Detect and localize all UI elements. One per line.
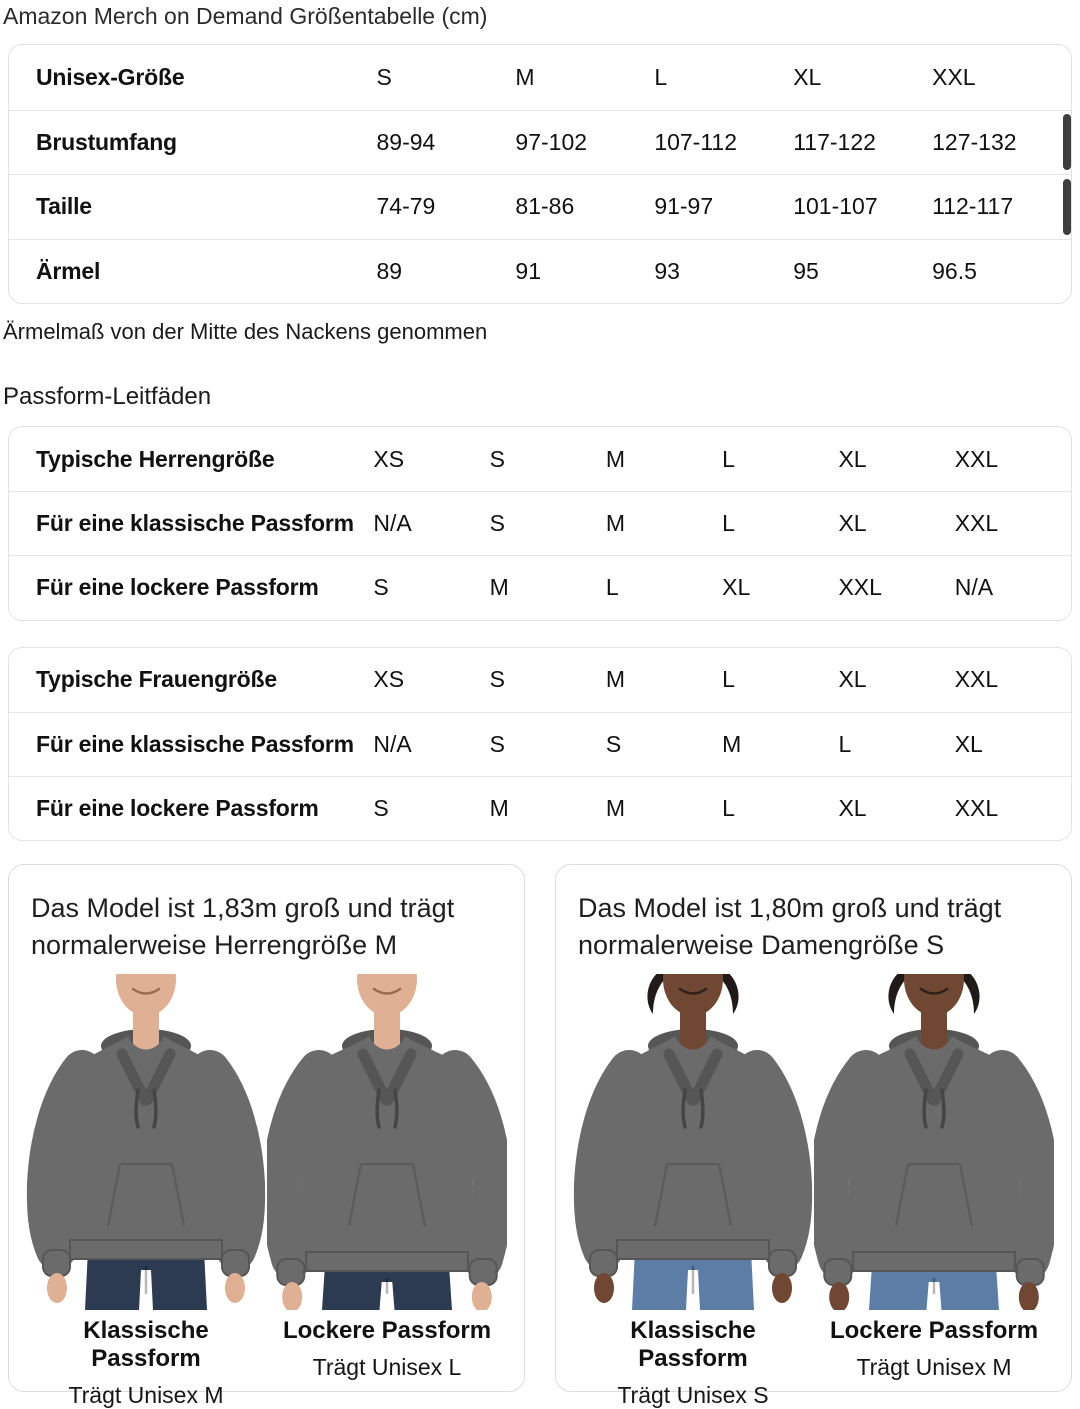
cuff bbox=[43, 1250, 70, 1276]
table-cell: N/A bbox=[373, 510, 412, 537]
fit-type-label: Klassische Passform bbox=[83, 1317, 209, 1373]
table-cell: S bbox=[489, 666, 505, 693]
table-cell: XL bbox=[838, 445, 867, 472]
table-row bbox=[9, 555, 1071, 619]
row-label: Typische Frauengröße bbox=[36, 666, 277, 693]
row-label: Für eine klassische Passform bbox=[36, 510, 354, 537]
drawstring bbox=[701, 1090, 703, 1127]
table-cell: L bbox=[838, 730, 852, 757]
size-column-header: XXL bbox=[932, 63, 976, 90]
cuff bbox=[470, 1259, 497, 1285]
fit-type-label: Lockere Passform bbox=[829, 1317, 1039, 1345]
hand bbox=[1019, 1282, 1039, 1310]
model-figure bbox=[267, 974, 508, 1409]
cuff bbox=[1017, 1259, 1044, 1285]
table-cell: S bbox=[489, 445, 505, 472]
hand bbox=[594, 1273, 614, 1303]
table-cell: M bbox=[722, 730, 742, 757]
drawstring bbox=[942, 1090, 944, 1127]
table-cell: N/A bbox=[373, 730, 412, 757]
table-cell: 127-132 bbox=[932, 128, 1017, 155]
model-photo bbox=[267, 974, 507, 1310]
table-cell: XS bbox=[373, 445, 405, 472]
table-cell: XXL bbox=[954, 510, 999, 537]
table-cell: XL bbox=[954, 730, 983, 757]
table-cell: 81-86 bbox=[515, 193, 575, 220]
neck bbox=[680, 1002, 706, 1050]
row-label: Für eine klassische Passform bbox=[36, 730, 354, 757]
unisex-size-table bbox=[8, 44, 1072, 304]
row-label: Für eine lockere Passform bbox=[36, 574, 319, 601]
fit-guide-table-women bbox=[8, 647, 1072, 842]
drawstring bbox=[154, 1090, 156, 1127]
table-row bbox=[9, 427, 1071, 491]
scrollbar-thumb[interactable] bbox=[1063, 179, 1071, 235]
table-cell: S bbox=[373, 795, 389, 822]
neck bbox=[133, 1002, 159, 1050]
cuff bbox=[769, 1250, 796, 1276]
table-cell: XXL bbox=[838, 574, 882, 601]
table-cell: N/A bbox=[954, 574, 994, 601]
row-label: Typische Herrengröße bbox=[36, 445, 275, 472]
model-photo bbox=[814, 974, 1054, 1310]
size-column-header: L bbox=[654, 63, 668, 90]
fit-type-label: Lockere Passform bbox=[282, 1317, 492, 1345]
table-row bbox=[9, 776, 1071, 840]
model-photo-svg bbox=[573, 974, 813, 1310]
table-cell: M bbox=[605, 510, 626, 537]
size-column-header: XL bbox=[793, 63, 822, 90]
model-figure bbox=[573, 974, 814, 1409]
model-photo bbox=[573, 974, 813, 1310]
cuff bbox=[277, 1259, 304, 1285]
model-figure bbox=[814, 974, 1055, 1409]
drawstring bbox=[683, 1090, 685, 1127]
hand bbox=[47, 1273, 67, 1303]
model-card-women bbox=[555, 864, 1072, 1409]
table-cell: 96.5 bbox=[932, 257, 977, 284]
hand bbox=[472, 1282, 492, 1310]
table-cell: XS bbox=[373, 666, 405, 693]
table-cell: S bbox=[489, 730, 505, 757]
neck bbox=[374, 1002, 400, 1050]
table-cell: XL bbox=[722, 574, 751, 601]
table-cell: M bbox=[605, 666, 626, 693]
worn-size-label: Trägt Unisex L bbox=[312, 1354, 462, 1381]
hand bbox=[772, 1273, 792, 1303]
table-row bbox=[9, 45, 1071, 110]
row-label: Brustumfang bbox=[36, 128, 177, 155]
model-photo-svg bbox=[26, 974, 266, 1310]
table-cell: L bbox=[722, 666, 735, 693]
hem-band bbox=[70, 1240, 222, 1259]
table-cell: 117-122 bbox=[793, 128, 876, 155]
table-cell: XXL bbox=[954, 445, 999, 472]
table-cell: 101-107 bbox=[793, 193, 878, 220]
cuff bbox=[590, 1250, 617, 1276]
table-cell: XL bbox=[838, 666, 867, 693]
table-row bbox=[9, 648, 1071, 712]
model-figures bbox=[23, 974, 510, 1409]
table-cell: S bbox=[373, 574, 389, 601]
table-cell: M bbox=[605, 795, 626, 822]
model-figures bbox=[570, 974, 1057, 1409]
row-label: Taille bbox=[36, 193, 92, 220]
table-cell: XXL bbox=[954, 666, 999, 693]
model-description: Das Model ist 1,80m groß und trägt normalerweise Damengröße S bbox=[578, 893, 1002, 961]
table-cell: 89 bbox=[376, 257, 403, 284]
row-label: Für eine lockere Passform bbox=[36, 795, 319, 822]
table-cell: XL bbox=[838, 510, 867, 537]
table-cell: M bbox=[489, 795, 509, 822]
model-photo-svg bbox=[814, 974, 1054, 1310]
table-cell: XL bbox=[838, 795, 867, 822]
table-cell: 74-79 bbox=[376, 193, 436, 220]
table-cell: 112-117 bbox=[932, 193, 1014, 220]
fit-guides-heading: Passform-Leitfäden bbox=[3, 383, 212, 410]
model-cards bbox=[8, 864, 1072, 1409]
hand bbox=[282, 1282, 302, 1310]
model-card-men bbox=[8, 864, 525, 1409]
table-cell: 97-102 bbox=[515, 128, 588, 155]
row-label: Ärmel bbox=[36, 257, 101, 284]
neck bbox=[921, 1002, 947, 1050]
row-label: Unisex-Größe bbox=[36, 63, 185, 90]
table-cell: 91 bbox=[515, 257, 541, 284]
worn-size-label: Trägt Unisex S bbox=[617, 1382, 769, 1409]
page-title: Amazon Merch on Demand Größentabelle (cm) bbox=[3, 3, 488, 29]
fit-guide-table-men bbox=[8, 426, 1072, 621]
table-cell: 91-97 bbox=[654, 193, 714, 220]
table-cell: S bbox=[605, 730, 622, 757]
table-row bbox=[9, 174, 1071, 239]
size-column-header: S bbox=[376, 63, 392, 90]
hand bbox=[225, 1273, 245, 1303]
drawstring bbox=[377, 1090, 379, 1127]
cuff bbox=[824, 1259, 851, 1285]
model-description: Das Model ist 1,83m groß und trägt normalerweise Herrengröße M bbox=[31, 893, 455, 961]
table-cell: M bbox=[489, 574, 509, 601]
table-row bbox=[9, 239, 1071, 304]
table-row bbox=[9, 491, 1071, 555]
model-figure bbox=[26, 974, 267, 1409]
table-cell: L bbox=[605, 574, 619, 601]
size-column-header: M bbox=[515, 63, 535, 90]
model-photo-svg bbox=[267, 974, 507, 1310]
hem-band bbox=[853, 1252, 1015, 1271]
table-cell: S bbox=[489, 510, 505, 537]
worn-size-label: Trägt Unisex M bbox=[856, 1354, 1012, 1381]
table-cell: 93 bbox=[654, 257, 680, 284]
table-cell: L bbox=[722, 510, 735, 537]
table-cell: 107-112 bbox=[654, 128, 738, 155]
table-cell: L bbox=[722, 795, 735, 822]
drawstring bbox=[136, 1090, 138, 1127]
drawstring bbox=[924, 1090, 926, 1127]
scrollbar-thumb[interactable] bbox=[1063, 114, 1071, 170]
model-photo bbox=[26, 974, 266, 1310]
table-cell: M bbox=[605, 445, 626, 472]
hem-band bbox=[617, 1240, 769, 1259]
table-row bbox=[9, 110, 1071, 175]
hand bbox=[829, 1282, 849, 1310]
table-cell: XXL bbox=[954, 795, 999, 822]
table-row bbox=[9, 712, 1071, 776]
worn-size-label: Trägt Unisex M bbox=[68, 1382, 224, 1409]
table-cell: 95 bbox=[793, 257, 819, 284]
hem-band bbox=[306, 1252, 468, 1271]
drawstring bbox=[395, 1090, 397, 1127]
table-cell: 89-94 bbox=[376, 128, 436, 155]
table-cell: L bbox=[722, 445, 735, 472]
cuff bbox=[222, 1250, 249, 1276]
fit-type-label: Klassische Passform bbox=[630, 1317, 756, 1373]
sleeve-measure-footnote: Ärmelmaß von der Mitte des Nackens genommen bbox=[3, 319, 488, 344]
